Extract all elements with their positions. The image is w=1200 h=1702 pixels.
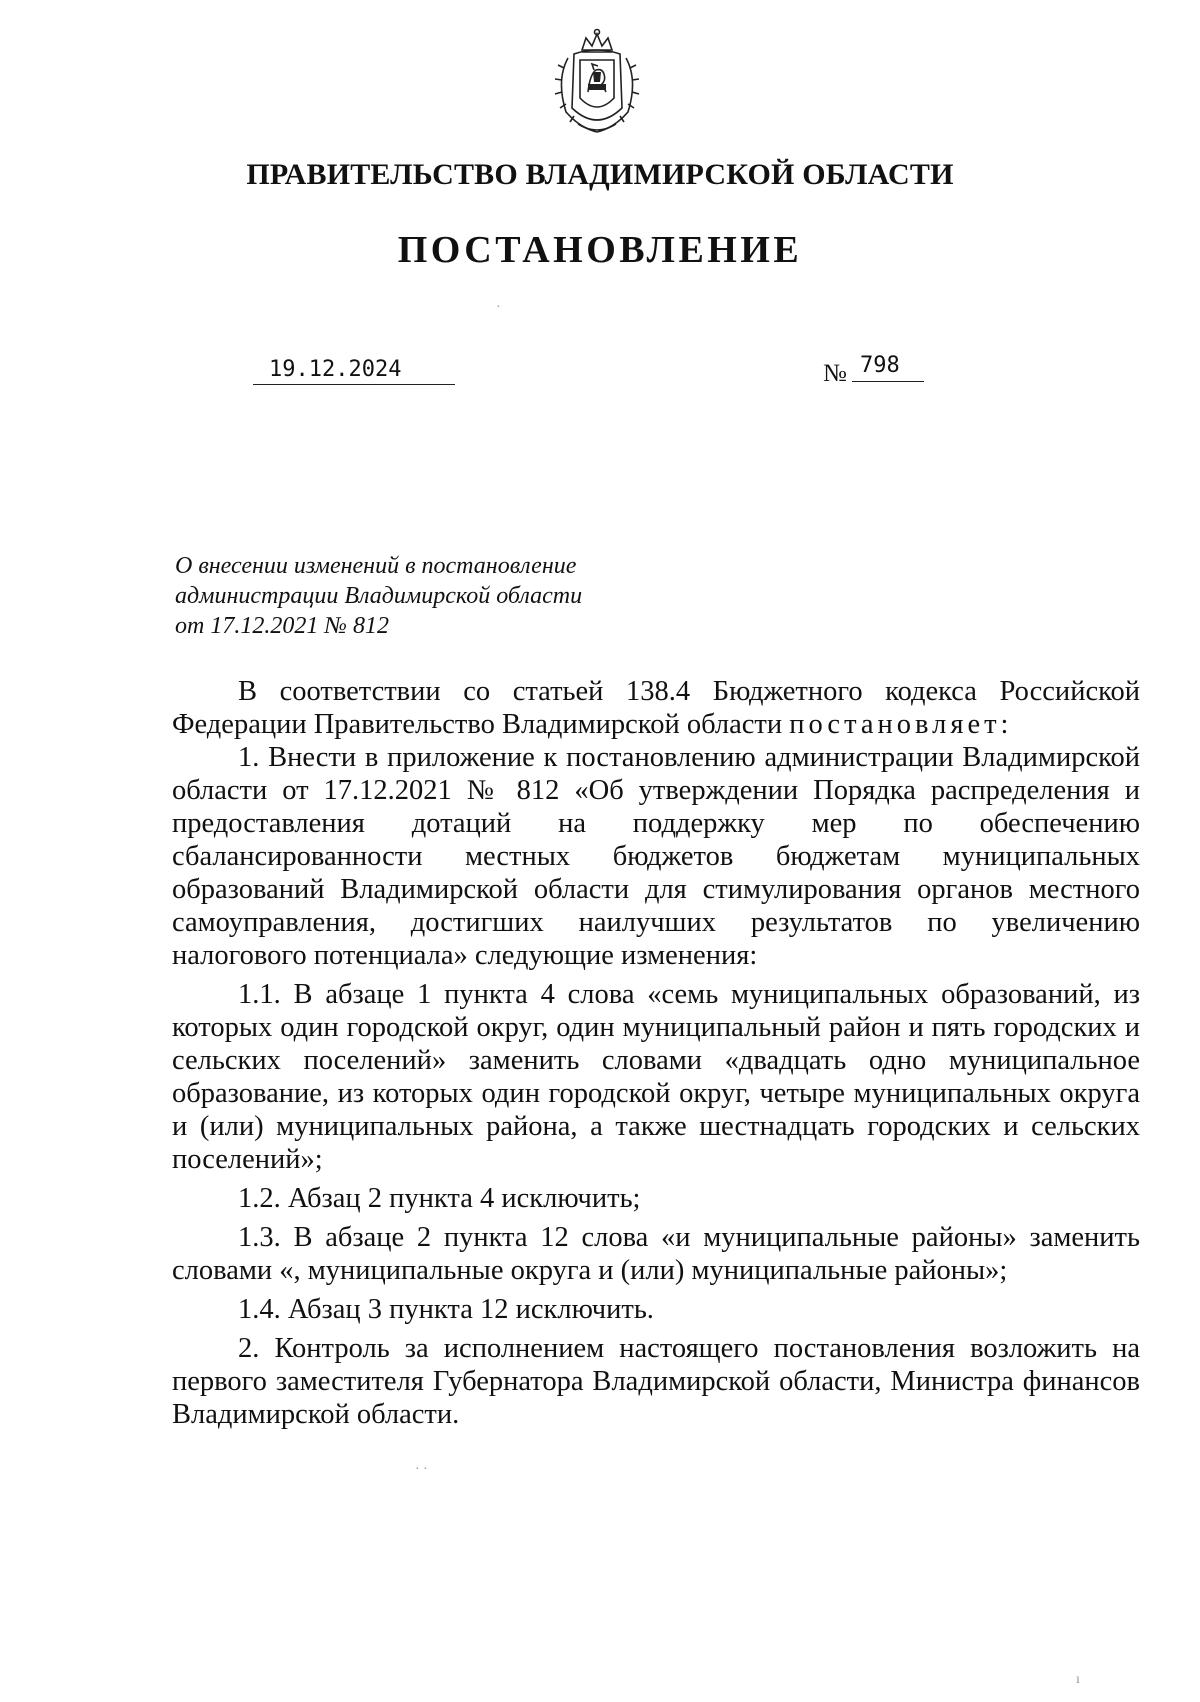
document-subject — [175, 551, 635, 641]
paragraph-1-4: 1.4. Абзац 3 пункта 12 исключить. — [238, 1294, 654, 1325]
document-body — [172, 675, 1140, 1431]
paragraph-1-3: 1.3. В абзаце 2 пункта 12 слова «и муниципальные районы» заменить словами «, муниципальные округа и (или) муниципальные районы»; — [172, 1222, 1140, 1286]
preamble-paragraph — [172, 675, 1140, 741]
paragraph-1-1: 1.1. В абзаце 1 пункта 4 слова «семь муниципальных образований, из которых один городской округ, один муниципальный район и пять городских и сельских поселений» заменить словами «двадцать одно муниципальное образование, из которых один городской округ, четыре муниципальных округа и (или) муниципальных района, а также шестнадцать городских и сельских поселений»; — [172, 979, 1140, 1175]
subject-line: О внесении изменений в постановление — [175, 553, 577, 579]
paragraph-1-2: 1.2. Абзац 2 пункта 4 исключить; — [238, 1183, 641, 1214]
preamble-verb: постановляет: — [789, 709, 1013, 740]
document-date: 19.12.2024 — [253, 355, 455, 385]
coat-of-arms-icon — [544, 28, 650, 136]
subject-line: администрации Владимирской области — [175, 583, 583, 609]
paragraph-1: 1. Внести в приложение к постановлению администрации Владимирской области от 17.12.2021 № 812 «Об утверждении Порядка распределения и предоставления дотаций на поддержку мер по обеспечению сбалансированности местных бюджетов бюджетам муниципальных образований Владимирской области для стимулирования органов местного самоуправления, достигших наилучших результатов по увеличению налогового потенциала» следующие изменения: — [172, 742, 1140, 971]
scan-dot: · · — [415, 1462, 428, 1477]
paragraph-2: 2. Контроль за исполнением настоящего постановления возложить на первого заместителя Губернатора Владимирской области, Министра финансов Владимирской области. — [172, 1333, 1140, 1430]
document-type: ПОСТАНОВЛЕНИЕ — [397, 229, 803, 271]
document-number: 798 — [852, 350, 924, 382]
subject-line: от 17.12.2021 № 812 — [175, 613, 389, 639]
government-name: ПРАВИТЕЛЬСТВО ВЛАДИМИРСКОЙ ОБЛАСТИ — [246, 158, 954, 191]
preamble-text: В соответствии со статьей 138.4 Бюджетного кодекса Российской Федерации Правительство Владимирской области — [172, 676, 1140, 740]
scan-dot: · — [496, 300, 501, 315]
scan-dot: ı — [1076, 1672, 1080, 1687]
number-label: № — [823, 360, 847, 387]
